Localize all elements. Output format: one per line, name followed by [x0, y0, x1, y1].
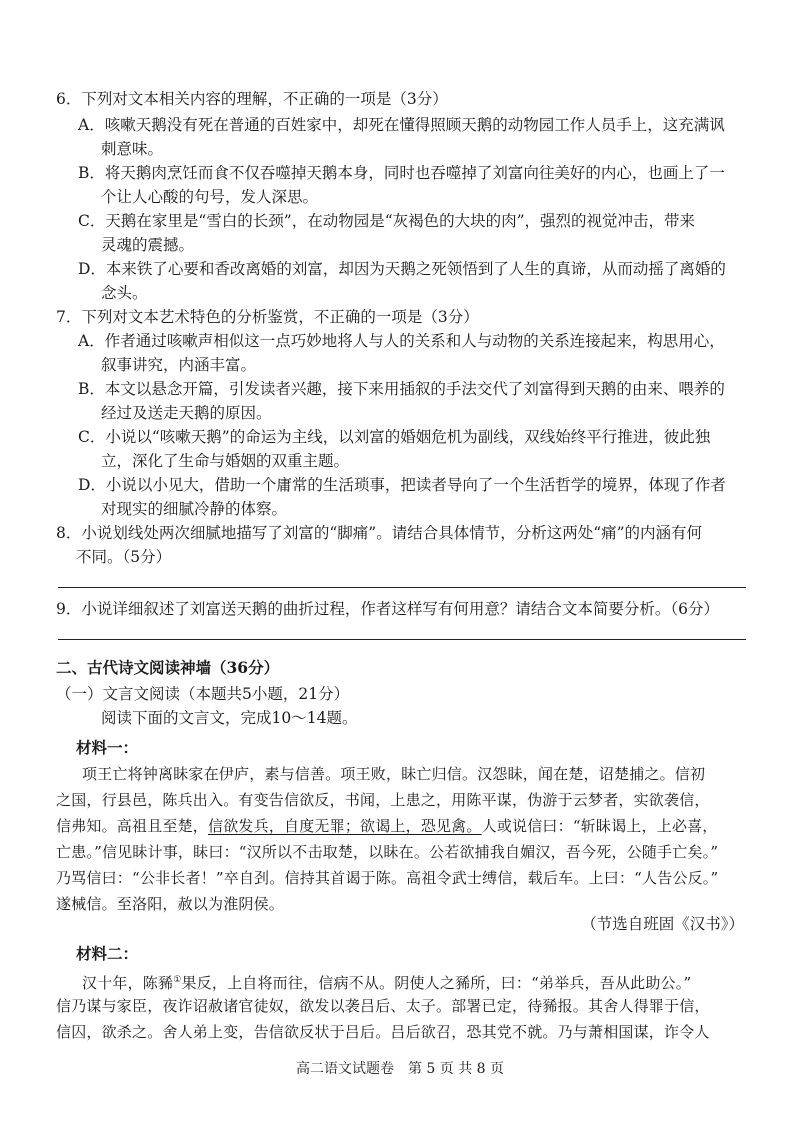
- q6-option-c: C．天鹅在家里是“雪白的长颈”，在动物园是“灰褐色的大块的肉”，强烈的视觉冲击，带来: [78, 212, 696, 230]
- material-2-line: 信囚，欲杀之。舍人弟上变，告信欲反状于吕后。吕后欲召，恐其党不就。乃与萧相国谋，诈令人: [56, 1023, 710, 1041]
- material-1-line: 之国，行县邑，陈兵出入。有变告信欲反，书闻，上患之，用陈平谋，伪游于云梦者，实欲袭信，: [56, 791, 710, 809]
- page-footer: 高二语文试题卷 第 5 页 共 8 页: [295, 1061, 505, 1077]
- footnote-marker: ①: [173, 975, 182, 985]
- material-1-line: 乃骂信曰：“公非长者！”卒自刭。信持其首谒于陈。高祖令武士缚信，载后车。上曰：“人告公反。”: [56, 869, 719, 887]
- q6-stem: 6．下列对文本相关内容的理解，不正确的一项是（3分）: [56, 90, 448, 108]
- q7-option-d-cont: 对现实的细腻冷静的体察。: [101, 500, 288, 518]
- subsection-title: （一）文言文阅读（本题共5小题，21分）: [56, 685, 350, 703]
- material-1-text: 人或说信曰：“斩眛谒上，上必喜，: [481, 817, 718, 835]
- material-1-line: [56, 815, 718, 837]
- q7-option-a: A．作者通过咳嗽声相似这一点巧妙地将人与人的关系和人与动物的关系连接起来，构思用心，: [78, 332, 725, 350]
- material-1-line: 项王亡将钟离眛家在伊庐，素与信善。项王败，眛亡归信。汉怨眛，闻在楚，诏楚捕之。信初: [82, 765, 706, 783]
- underlined-sentence: 信欲发兵，自度无罪；欲谒上，恐见禽。: [208, 817, 482, 835]
- material-1-heading: 材料一：: [76, 738, 139, 757]
- q6-option-a: A．咳嗽天鹅没有死在普通的百姓家中，却死在懂得照顾天鹅的动物园工作人员手上，这充满讽: [78, 116, 725, 134]
- material-1-text: 信弗知。高祖且至楚，: [56, 817, 209, 835]
- q7-option-c: C．小说以“咳嗽天鹅”的命运为主线，以刘富的婚姻危机为副线，双线始终平行推进，彼此独: [78, 428, 711, 446]
- q6-option-a-cont: 刺意味。: [101, 140, 164, 158]
- q7-option-a-cont: 叙事讲究，内涵丰富。: [101, 356, 257, 374]
- material-1-line: 遂械信。至洛阳，赦以为淮阴侯。: [56, 895, 285, 913]
- material-2-heading: 材料二：: [76, 944, 139, 963]
- material-2-text: 果反，上自将而往，信病不从。阴使人之豨所，曰：“弟举兵，吾从此助公。”: [181, 974, 692, 992]
- q6-option-d-cont: 念头。: [101, 284, 148, 302]
- answer-line-q8: [58, 587, 746, 588]
- q6-option-b: B．将天鹅肉烹饪而食不仅吞噬掉天鹅本身，同时也吞噬掉了刘富向往美好的内心，也画上了一: [78, 164, 725, 182]
- material-2-line: [82, 969, 691, 994]
- instruction: 阅读下面的文言文，完成10～14题。: [101, 709, 358, 727]
- q7-option-b: B．本文以悬念开篇，引发读者兴趣，接下来用插叙的手法交代了刘富得到天鹅的由来、喂养的: [78, 380, 725, 398]
- q8-stem-cont: 不同。（5分）: [76, 548, 172, 566]
- q6-option-b-cont: 个让人心酸的句号，发人深思。: [101, 188, 319, 206]
- material-2-line: 信乃谋与家臣，夜诈诏赦诸官徒奴，欲发以袭吕后、太子。部署已定，待豨报。其舍人得罪于信，: [56, 997, 710, 1015]
- q7-option-d: D．小说以小见大，借助一个庸常的生活琐事，把读者导向了一个生活哲学的境界，体现了作者: [78, 476, 726, 494]
- q7-option-b-cont: 经过及送走天鹅的原因。: [101, 404, 272, 422]
- material-2-text: 汉十年，陈豨: [82, 974, 174, 992]
- answer-line-q9: [58, 639, 746, 640]
- q6-option-d: D．本来铁了心要和香改离婚的刘富，却因为天鹅之死领悟到了人生的真谛，从而动摇了离婚的: [78, 260, 726, 278]
- material-1-source: （节选自班固《汉书》）: [581, 915, 744, 933]
- section-title: 二、古代诗文阅读神墙（36分）: [56, 658, 280, 677]
- q7-option-c-cont: 立，深化了生命与婚姻的双重主题。: [101, 452, 350, 470]
- q9-stem: 9．小说详细叙述了刘富送天鹅的曲折过程，作者这样写有何用意？请结合文本简要分析。（6分）: [56, 600, 719, 618]
- q6-option-c-cont: 灵魂的震撼。: [101, 236, 195, 254]
- material-1-line: 亡患。”信见眛计事，眛曰：“汉所以不击取楚，以眛在。公若欲捕我自媚汉，吾今死，公随手亡矣。”: [56, 843, 719, 861]
- q8-stem: 8．小说划线处两次细腻地描写了刘富的“脚痛”。请结合具体情节，分析这两处“痛”的内涵有何: [56, 524, 703, 542]
- q7-stem: 7．下列对文本艺术特色的分析鉴赏，不正确的一项是（3分）: [56, 308, 479, 326]
